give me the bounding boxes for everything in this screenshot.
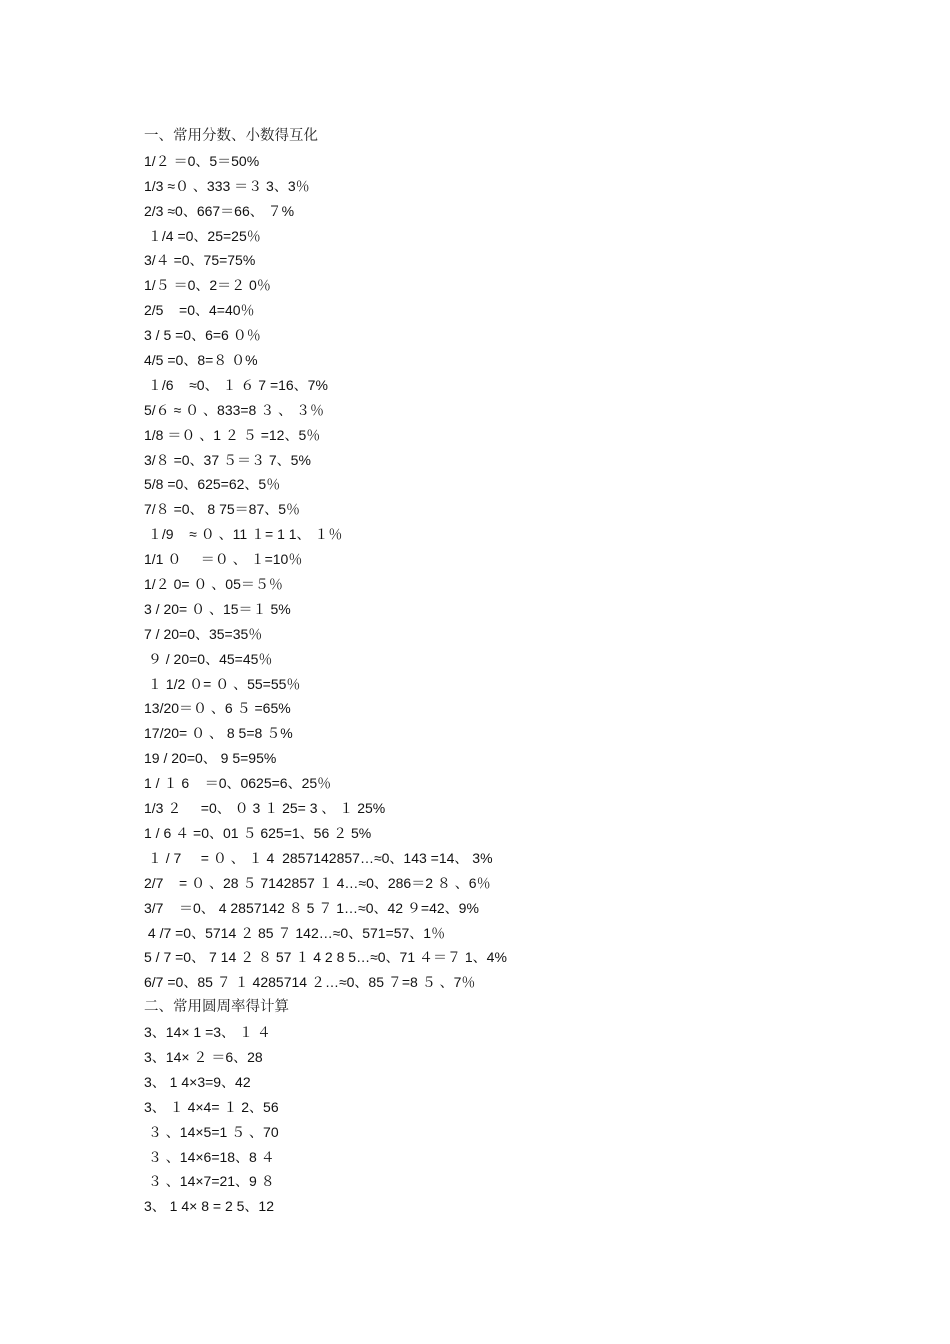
text-line: 3、 1 4×3=9、42: [144, 1073, 251, 1090]
text-line: １/9 ≈ ０ 、11 １= 1 1、 １％: [144, 526, 343, 543]
text-line: 4 /7 =0、5714 ２ 85 ７ 142…≈0、571=57、1％: [144, 924, 446, 941]
text-line: 5 / 7 =0、 7 14 ２ ８ 57 １ 4 2 8 5…≈0、71 ４＝７ 1、4%: [144, 949, 507, 966]
text-line: 1/3 ≈０ 、333 ＝３ 3、3％: [144, 177, 310, 194]
text-line: 3 / 20= ０ 、15＝１ 5%: [144, 600, 291, 617]
text-line: 17/20= ０ 、 8 5=8 ５%: [144, 725, 293, 742]
line-list: [144, 1020, 844, 1219]
text-line: １ 1/2 ０= ０ 、55=55％: [144, 675, 301, 692]
text-line: 1/3 ２ =0、 ０ 3 １ 25= 3 、 １ 25%: [144, 800, 386, 817]
text-line: ３ 、14×5=1 ５ 、70: [144, 1123, 279, 1140]
text-line: 4/5 =0、8=８ ０%: [144, 352, 258, 369]
text-line: 3/7 ＝0、 4 2857142 ８ 5 ７ 1…≈0、42 ９=42、9%: [144, 899, 479, 916]
text-line: ３ 、14×6=18、8 ４: [144, 1148, 275, 1165]
text-line: 5/8 =0、625=62、5％: [144, 476, 281, 493]
text-line: ９ / 20=0、45=45％: [144, 650, 273, 667]
text-line: 1/２ ＝0、5＝50%: [144, 152, 260, 169]
text-line: 7 / 20=0、35=35％: [144, 625, 263, 642]
text-line: 1/５ ＝0、2＝２ 0％: [144, 277, 271, 294]
text-line: １/6 ≈0、 １ ６ 7 =16、7%: [144, 376, 328, 393]
text-line: 2/5 =0、4=40％: [144, 302, 255, 319]
text-line: 1/２ 0= ０ 、05＝５％: [144, 576, 283, 593]
text-line: 1 / １ 6 ＝0、0625=6、25％: [144, 775, 332, 792]
text-line: 3、14× ２ ＝6、28: [144, 1048, 263, 1065]
text-line: 3 / 5 =0、6=6 ０％: [144, 327, 261, 344]
text-line: 3/８ =0、37 ５＝３ 7、5%: [144, 451, 311, 468]
document-content: [144, 124, 844, 1219]
text-line: 6/7 =0、85 ７ １ 4285714 ２…≈0、85 ７=8 ５ 、7％: [144, 974, 476, 991]
text-line: 3、 １ 4×4= １ 2、56: [144, 1098, 279, 1115]
text-line: 13/20＝０ 、6 ５ =65%: [144, 700, 291, 717]
text-line: 2/7 = ０ 、28 ５ 7142857 １ 4…≈0、286＝2 ８ 、6％: [144, 874, 491, 891]
text-line: 7/８ =0、 8 75＝87、5％: [144, 501, 301, 518]
text-line: 1 / 6 ４ =0、01 ５ 625=1、56 ２ 5%: [144, 824, 372, 841]
text-line: １/4 =0、25=25％: [144, 227, 261, 244]
text-line: ３ 、14×7=21、9 ８: [144, 1173, 275, 1190]
text-line: 3/４ =0、75=75%: [144, 252, 256, 269]
section-heading: 一、常用分数、小数得互化: [144, 128, 318, 144]
section-heading: 二、常用圆周率得计算: [144, 999, 289, 1016]
line-list: [144, 149, 844, 995]
section-fraction-decimal: [144, 124, 844, 995]
section-pi-calculation: [144, 995, 844, 1219]
text-line: 2/3 ≈0、667＝66、 ７%: [144, 202, 295, 219]
text-line: 1/1 ０ ＝０ 、 １=10％: [144, 551, 303, 568]
text-line: 1/8 ＝０ 、1 ２ ５ =12、5％: [144, 426, 321, 443]
text-line: 3、14× 1 =3、 １ ４: [144, 1024, 271, 1041]
text-line: 5/６ ≈ ０ 、833=8 ３ 、 ３％: [144, 401, 325, 418]
text-line: 3、 1 4× 8 = 2 5、12: [144, 1198, 274, 1215]
text-line: １ / 7 = ０ 、 １ 4 2857142857…≈0、143 =14、 3%: [144, 849, 493, 866]
text-line: 19 / 20=0、 9 5=95%: [144, 750, 277, 767]
